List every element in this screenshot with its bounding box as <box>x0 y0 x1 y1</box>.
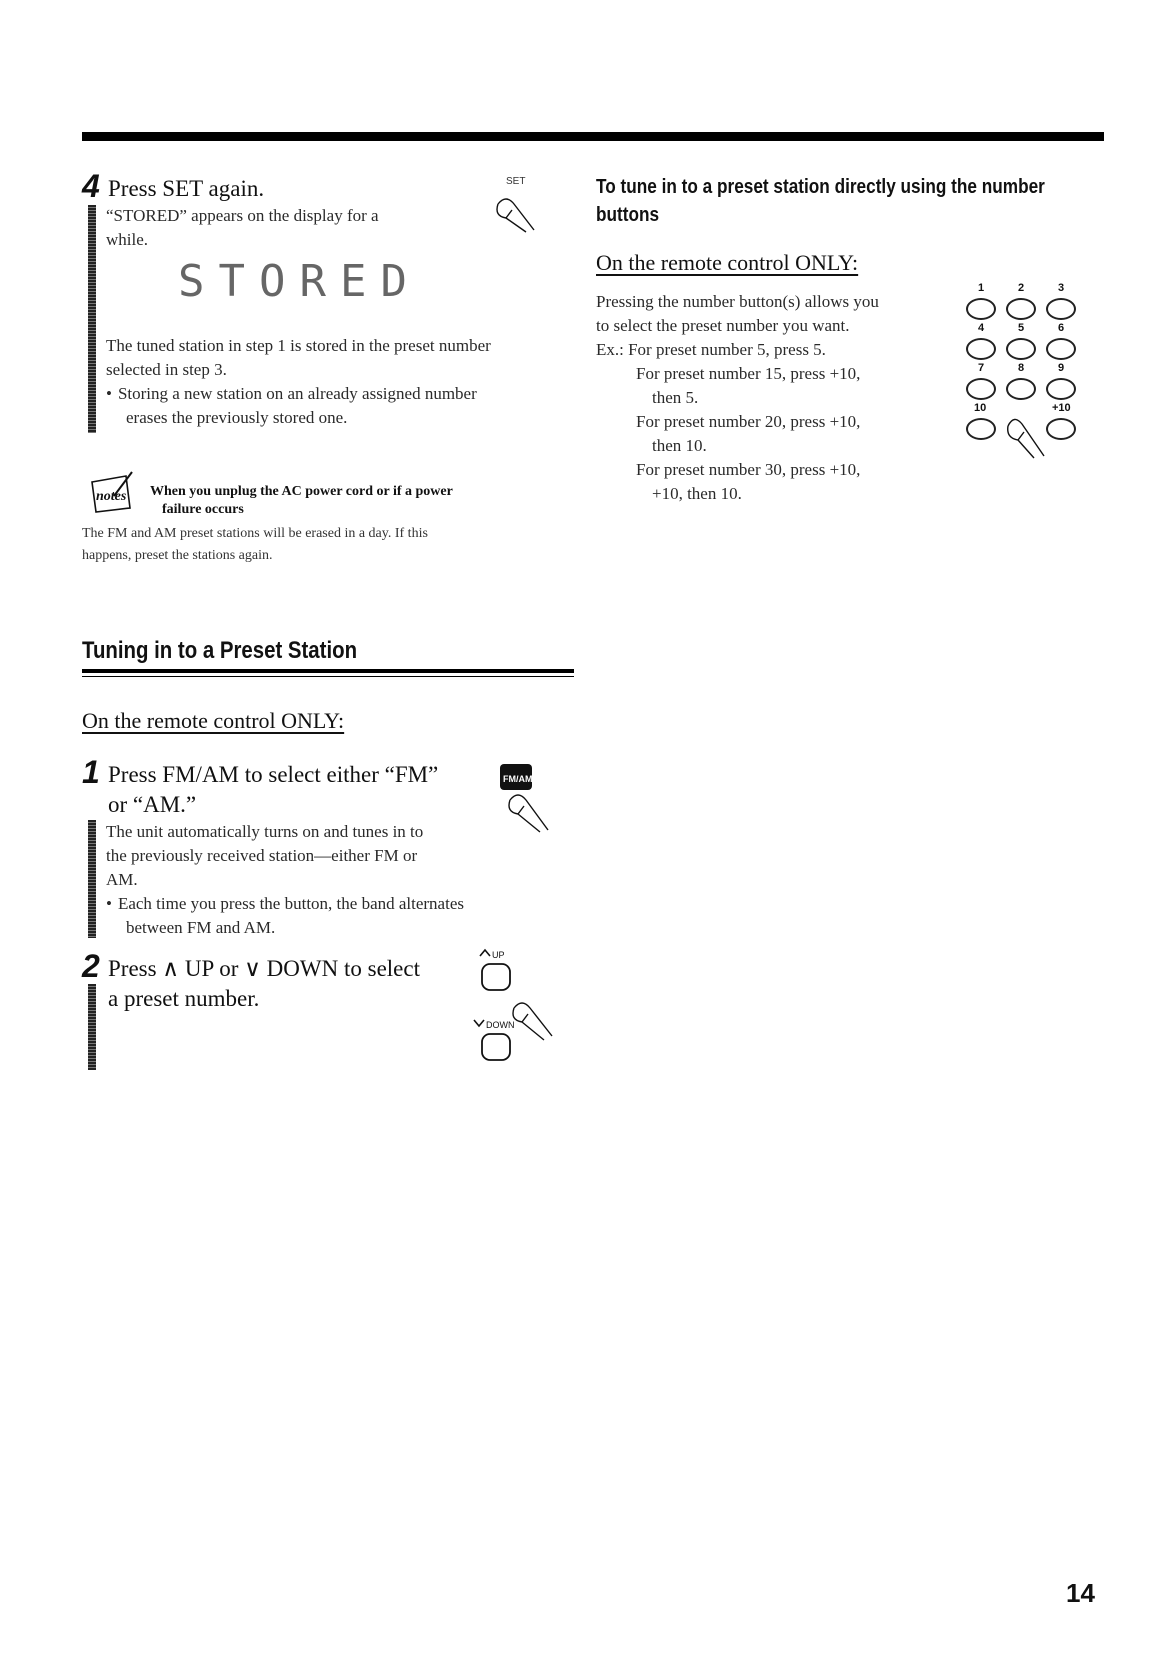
step-4-bar <box>88 205 96 433</box>
step-1-line1: The unit automatically turns on and tunes in to <box>106 822 424 841</box>
stored-display: STORED <box>178 256 421 307</box>
direct-line8: For preset number 30, press +10, <box>636 460 861 479</box>
step-4-para1-line2: selected in step 3. <box>106 360 227 379</box>
step-4-line2: while. <box>106 230 149 249</box>
step-1-title-line1: Press FM/AM to select either “FM” <box>108 762 439 787</box>
notes-text-line1: The FM and AM preset stations will be erased in a day. If this <box>82 526 428 541</box>
pointing-hand-icon <box>1004 406 1064 466</box>
step-1-number: 1 <box>82 754 100 790</box>
key-5-label: 5 <box>1018 322 1025 334</box>
step-1-line3: AM. <box>106 870 138 889</box>
key-4-label: 4 <box>978 322 985 334</box>
notes-text-line2: happens, preset the stations again. <box>82 548 273 563</box>
direct-remote-only: On the remote control ONLY: <box>596 250 859 275</box>
key-6-button[interactable] <box>1046 338 1076 360</box>
notes-label: notes <box>96 489 127 504</box>
direct-line1: Pressing the number button(s) allows you <box>596 292 879 311</box>
top-rule <box>82 132 1104 141</box>
step-1-bullet-line2: between FM and AM. <box>126 918 276 937</box>
direct-line6: For preset number 20, press +10, <box>636 412 861 431</box>
step-4-number: 4 <box>82 168 100 204</box>
key-8-button[interactable] <box>1006 378 1036 400</box>
direct-line2: to select the preset number you want. <box>596 316 850 335</box>
direct-line4: For preset number 15, press +10, <box>636 364 861 383</box>
step-4-para1-line1: The tuned station in step 1 is stored in the preset number <box>106 336 491 355</box>
key-10-label: 10 <box>974 402 987 414</box>
number-keypad <box>964 282 1084 472</box>
step-1-line2: the previously received station—either FM or <box>106 846 418 865</box>
notes-title-line1: When you unplug the AC power cord or if a power <box>150 484 453 499</box>
key-1-button[interactable] <box>966 298 996 320</box>
fm-am-icon-label: FM/AM <box>503 774 533 784</box>
step-2-bar <box>88 984 96 1070</box>
key-plus10-label: +10 <box>1052 402 1071 414</box>
step-1-bar <box>88 820 96 938</box>
key-7-label: 7 <box>978 362 985 374</box>
key-1-label: 1 <box>978 282 985 294</box>
step-2-title-line1: Press ∧ UP or ∨ DOWN to select <box>108 956 420 981</box>
step-4-bullet-line1: • Storing a new station on an already assigned number <box>106 382 477 406</box>
key-10-button[interactable] <box>966 418 996 440</box>
direct-line5: then 5. <box>652 388 699 407</box>
direct-line3: Ex.: For preset number 5, press 5. <box>596 340 826 359</box>
key-8-label: 8 <box>1018 362 1025 374</box>
direct-heading-line2: buttons <box>596 204 660 226</box>
direct-line7: then 10. <box>652 436 707 455</box>
step-2-number: 2 <box>82 948 100 984</box>
fm-am-button-icon <box>496 760 576 840</box>
up-label: UP <box>492 950 505 960</box>
direct-line9: +10, then 10. <box>652 484 742 503</box>
key-2-label: 2 <box>1018 282 1025 294</box>
up-down-buttons-icon <box>470 944 570 1064</box>
step-4-title: Press SET again. <box>108 176 265 201</box>
step-1-title-line2: or “AM.” <box>108 792 197 817</box>
set-icon-label: SET <box>506 176 526 187</box>
tuning-heading-rule <box>82 669 574 673</box>
key-4-button[interactable] <box>966 338 996 360</box>
key-3-button[interactable] <box>1046 298 1076 320</box>
tuning-heading: Tuning in to a Preset Station <box>82 637 358 664</box>
tuning-remote-only: On the remote control ONLY: <box>82 708 345 733</box>
direct-heading-line1: To tune in to a preset station directly using the number <box>596 176 1045 198</box>
step-4-bullet-line2: erases the previously stored one. <box>126 408 348 427</box>
step-1-bullet-line1: • Each time you press the button, the band alternates <box>106 892 464 916</box>
key-7-button[interactable] <box>966 378 996 400</box>
key-9-button[interactable] <box>1046 378 1076 400</box>
key-6-label: 6 <box>1058 322 1065 334</box>
notes-icon <box>86 468 150 516</box>
down-label: DOWN <box>486 1020 515 1030</box>
set-button-icon <box>476 172 556 244</box>
notes-title-line2: failure occurs <box>162 502 244 517</box>
tuning-heading-rule-thin <box>82 676 574 677</box>
key-2-button[interactable] <box>1006 298 1036 320</box>
step-2-title-line2: a preset number. <box>108 986 260 1011</box>
step-4-line1: “STORED” appears on the display for a <box>106 206 379 225</box>
key-9-label: 9 <box>1058 362 1065 374</box>
key-5-button[interactable] <box>1006 338 1036 360</box>
key-3-label: 3 <box>1058 282 1065 294</box>
page-number: 14 <box>1066 1578 1095 1608</box>
